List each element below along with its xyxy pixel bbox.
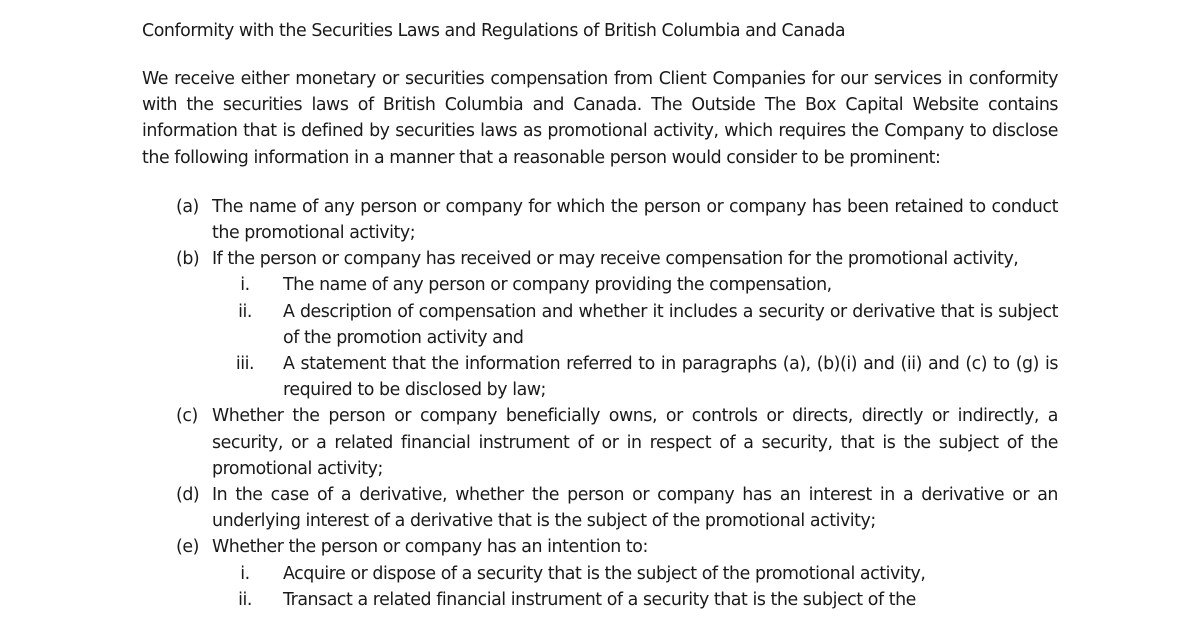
sub-item-e-ii xyxy=(142,587,1058,613)
list-item-text: The name of any person or company for which the person or company has been retained to conduct the promotional activity; xyxy=(212,196,1058,244)
sub-marker: iii. xyxy=(235,354,255,375)
list-item-text: In the case of a derivative, whether the person or company has an interest in a derivative or an underlying interest of a derivative that is the subject of the promotional activity; xyxy=(212,485,1058,532)
sub-item-text: A statement that the information referred to in paragraphs (a), (b)(i) and (ii) and (c) to (g) is required to be disclosed by law; xyxy=(283,354,1058,401)
sub-marker: ii. xyxy=(238,589,252,610)
list-item-text: If the person or company has received or may receive compensation for the promotional activity, xyxy=(212,249,1019,270)
document-heading: Conformity with the Securities Laws and Regulations of British Columbia and Canada xyxy=(142,21,846,41)
sub-item-b-ii xyxy=(142,299,1058,351)
list-item-text: Whether the person or company beneficially owns, or controls or directs, directly or indirectly, a security, or a related financial instrument of or in respect of a security, that is the subject of the promotional activity; xyxy=(212,406,1058,479)
document-page xyxy=(142,18,1058,613)
intro-paragraph: We receive either monetary or securities compensation from Client Companies for our services in conformity with the securities laws of British Columbia and Canada. The Outside The Box Capital Website contains information that is defined by securities laws as promotional activity, which requires the Company to disclose the following information in a manner that a reasonable person would consider to be prominent: xyxy=(142,69,1058,168)
list-item-b xyxy=(142,246,1058,272)
sub-item-e-i xyxy=(142,561,1058,587)
sub-item-text: The name of any person or company providing the compensation, xyxy=(283,275,832,296)
sub-item-text: Acquire or dispose of a security that is the subject of the promotional activity, xyxy=(283,563,926,584)
sub-item-text: Transact a related financial instrument of a security that is the subject of the xyxy=(283,589,916,610)
sub-marker: i. xyxy=(240,275,250,296)
sub-item-b-iii xyxy=(142,351,1058,403)
sub-item-b-i xyxy=(142,272,1058,298)
list-item-a xyxy=(142,194,1058,246)
list-marker: (d) xyxy=(176,485,200,506)
list-marker: (c) xyxy=(176,406,198,427)
sub-item-text: A description of compensation and whether it includes a security or derivative that is subject of the promotion activity and xyxy=(283,301,1058,348)
list-marker: (e) xyxy=(176,537,199,558)
list-marker: (a) xyxy=(176,196,199,217)
disclosure-list xyxy=(142,194,1058,613)
list-item-e xyxy=(142,534,1058,560)
sub-marker: i. xyxy=(240,563,250,584)
list-item-d xyxy=(142,482,1058,534)
list-item-c xyxy=(142,403,1058,482)
list-item-text: Whether the person or company has an intention to: xyxy=(212,537,648,558)
sub-marker: ii. xyxy=(238,301,252,322)
list-marker: (b) xyxy=(176,249,200,270)
